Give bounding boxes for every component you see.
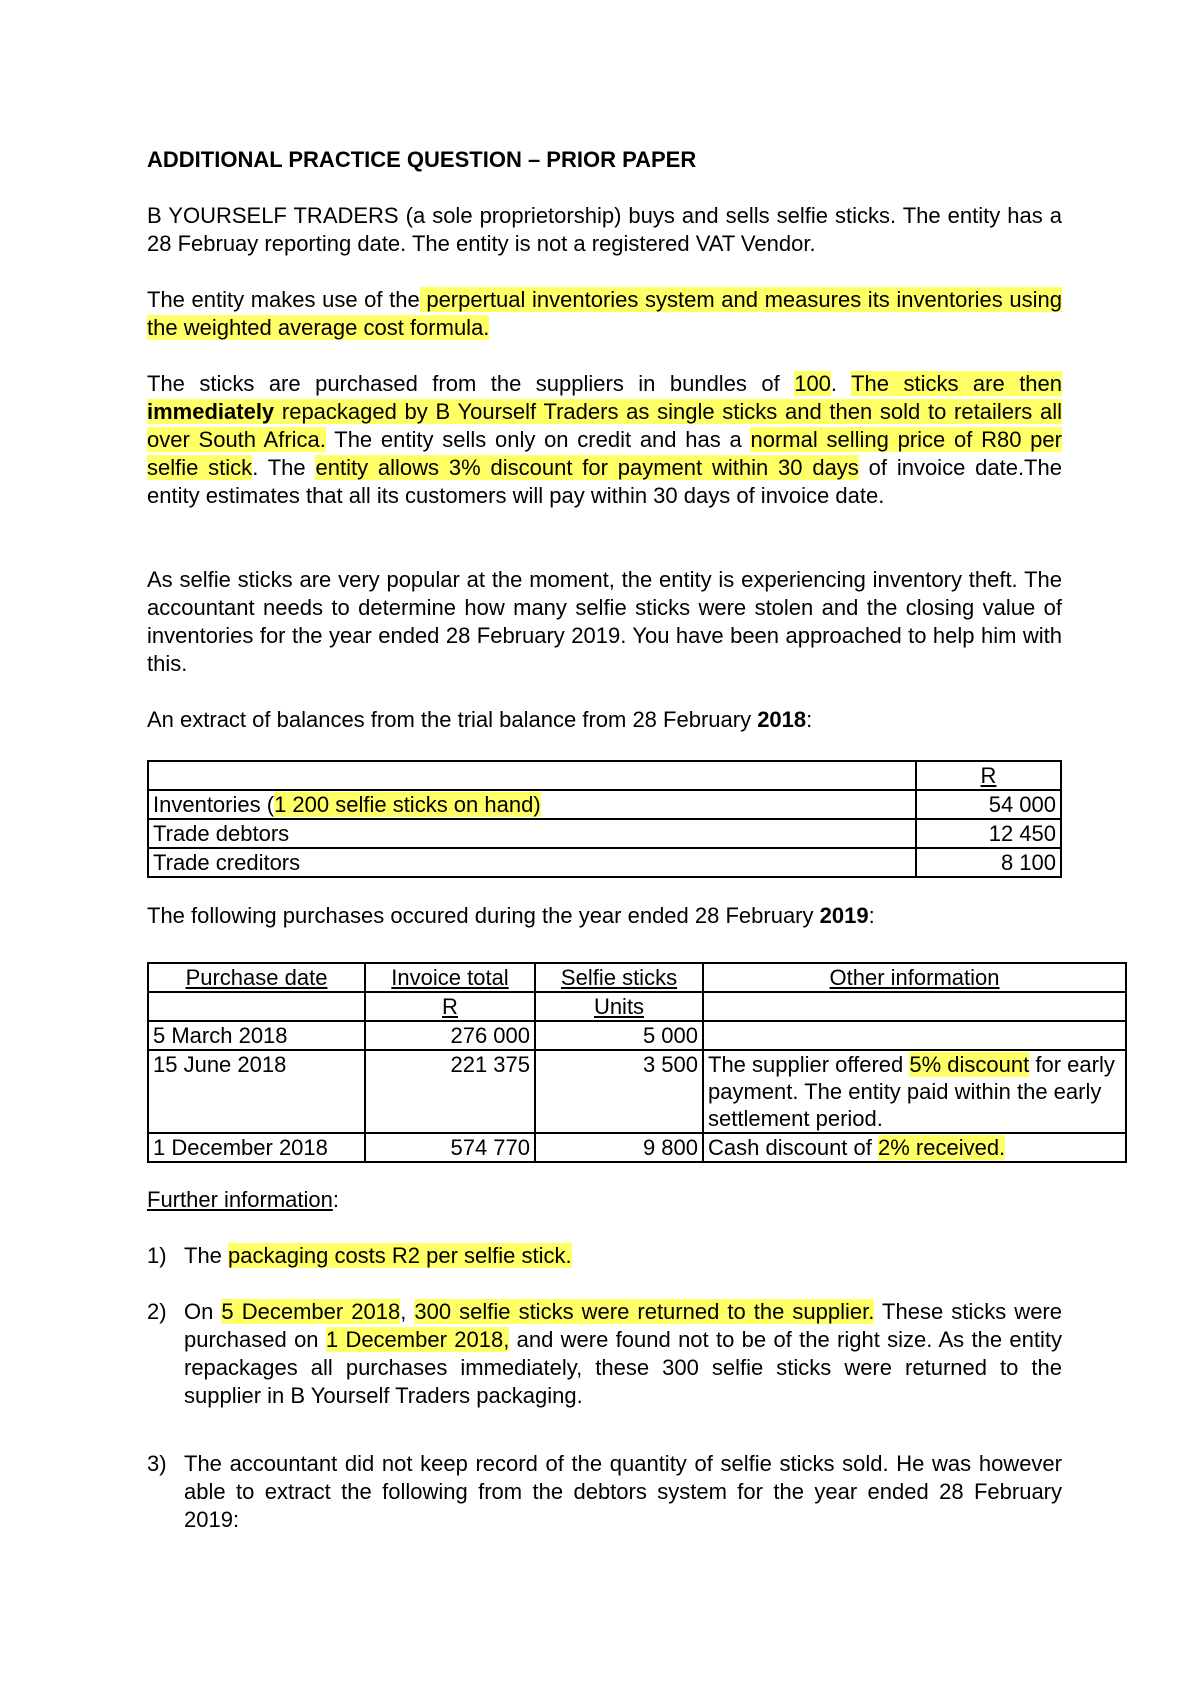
table-row — [148, 1133, 1126, 1162]
table-cell: 1 December 2018 — [148, 1133, 365, 1162]
table-cell: 12 450 — [916, 819, 1061, 848]
inventory-system-paragraph: The entity makes use of the perpertual inventories system and measures its inventories using the weighted average cost formula. — [147, 287, 1062, 340]
highlight: normal selling price of R80 per selfie stick — [147, 427, 1062, 480]
table-cell — [148, 761, 916, 790]
highlight: entity allows 3% discount for payment within 30 days — [315, 455, 859, 480]
table-row — [148, 992, 1126, 1021]
table-cell: 221 375 — [365, 1050, 535, 1133]
table-cell: Trade creditors — [148, 848, 916, 877]
list-number: 3) — [147, 1451, 167, 1476]
highlight: perpertual inventories system and measures its inventories using the weighted average cost formula. — [147, 287, 1062, 340]
highlight: packaging costs R2 per selfie stick. — [228, 1243, 572, 1268]
table-row — [148, 761, 1061, 790]
intro-paragraph: B YOURSELF TRADERS (a sole proprietorship) buys and sells selfie sticks. The entity has a 28 Februay reporting date. The entity is not a registered VAT Vendor. — [147, 203, 1062, 256]
table-row — [148, 790, 1061, 819]
table-cell: 15 June 2018 — [148, 1050, 365, 1133]
purchase-paragraph: The sticks are purchased from the suppliers in bundles of 100. The sticks are then immediately repackaged by B Yourself Traders as single sticks and then sold to retailers all over South Africa. The entity sells only on credit and has a normal selling price of R80 per selfie stick. The entity allows 3% discount for payment within 30 days of invoice date.The entity estimates that all its customers will pay within 30 days of invoice date. — [147, 371, 1063, 508]
table-cell: The supplier offered 5% discount for early payment. The entity paid within the early settlement period. — [703, 1050, 1126, 1133]
document-title: ADDITIONAL PRACTICE QUESTION – PRIOR PAPER — [147, 147, 697, 172]
trial-balance-intro: An extract of balances from the trial balance from 28 February 2018: — [147, 707, 813, 732]
table-cell: 574 770 — [365, 1133, 535, 1162]
table-cell — [703, 1021, 1126, 1050]
list-number: 2) — [147, 1299, 167, 1324]
highlight: 2% received. — [877, 1135, 1006, 1160]
table-row — [148, 1050, 1126, 1133]
table-cell: 3 500 — [535, 1050, 703, 1133]
trial-balance-table — [147, 760, 1062, 878]
table-header-cell: Other information — [703, 963, 1126, 992]
purchases-table — [147, 962, 1127, 1163]
theft-paragraph: As selfie sticks are very popular at the moment, the entity is experiencing inventory theft. The accountant needs to determine how many selfie sticks were stolen and the closing value of inventories for the year ended 28 February 2019. You have been approached to help him with this. — [147, 567, 1062, 676]
table-header-cell: R — [916, 761, 1061, 790]
highlight: 1 December 2018, — [325, 1327, 510, 1352]
table-row — [148, 963, 1126, 992]
table-cell: R — [365, 992, 535, 1021]
table-header-cell: Invoice total — [365, 963, 535, 992]
table-cell — [703, 992, 1126, 1021]
table-cell: 9 800 — [535, 1133, 703, 1162]
table-cell: 8 100 — [916, 848, 1061, 877]
table-cell — [148, 992, 365, 1021]
highlight: 5 December 2018 — [221, 1299, 401, 1324]
table-cell: Cash discount of 2% received. — [703, 1133, 1126, 1162]
table-cell: 54 000 — [916, 790, 1061, 819]
table-header-cell: Selfie sticks — [535, 963, 703, 992]
further-information-heading: Further information: — [147, 1187, 339, 1212]
table-row — [148, 848, 1061, 877]
purchases-intro: The following purchases occured during the year ended 28 February 2019: — [147, 903, 875, 928]
highlight: 5% discount — [909, 1052, 1030, 1077]
list-number: 1) — [147, 1243, 167, 1268]
table-cell: Units — [535, 992, 703, 1021]
highlight: 300 selfie sticks were returned to the supplier. — [414, 1299, 875, 1324]
table-row — [148, 819, 1061, 848]
highlight: 100 — [794, 371, 831, 396]
table-header-cell: Purchase date — [148, 963, 365, 992]
table-row — [148, 1021, 1126, 1050]
table-cell: 5 000 — [535, 1021, 703, 1050]
highlight: 1 200 selfie sticks on hand) — [274, 792, 541, 817]
table-cell: Trade debtors — [148, 819, 916, 848]
highlight: The sticks are then immediately repackaged by B Yourself Traders as single sticks and then sold to retailers all over South Africa. — [147, 371, 1063, 452]
table-cell: 276 000 — [365, 1021, 535, 1050]
table-cell: 5 March 2018 — [148, 1021, 365, 1050]
table-cell: Inventories (1 200 selfie sticks on hand) — [148, 790, 916, 819]
